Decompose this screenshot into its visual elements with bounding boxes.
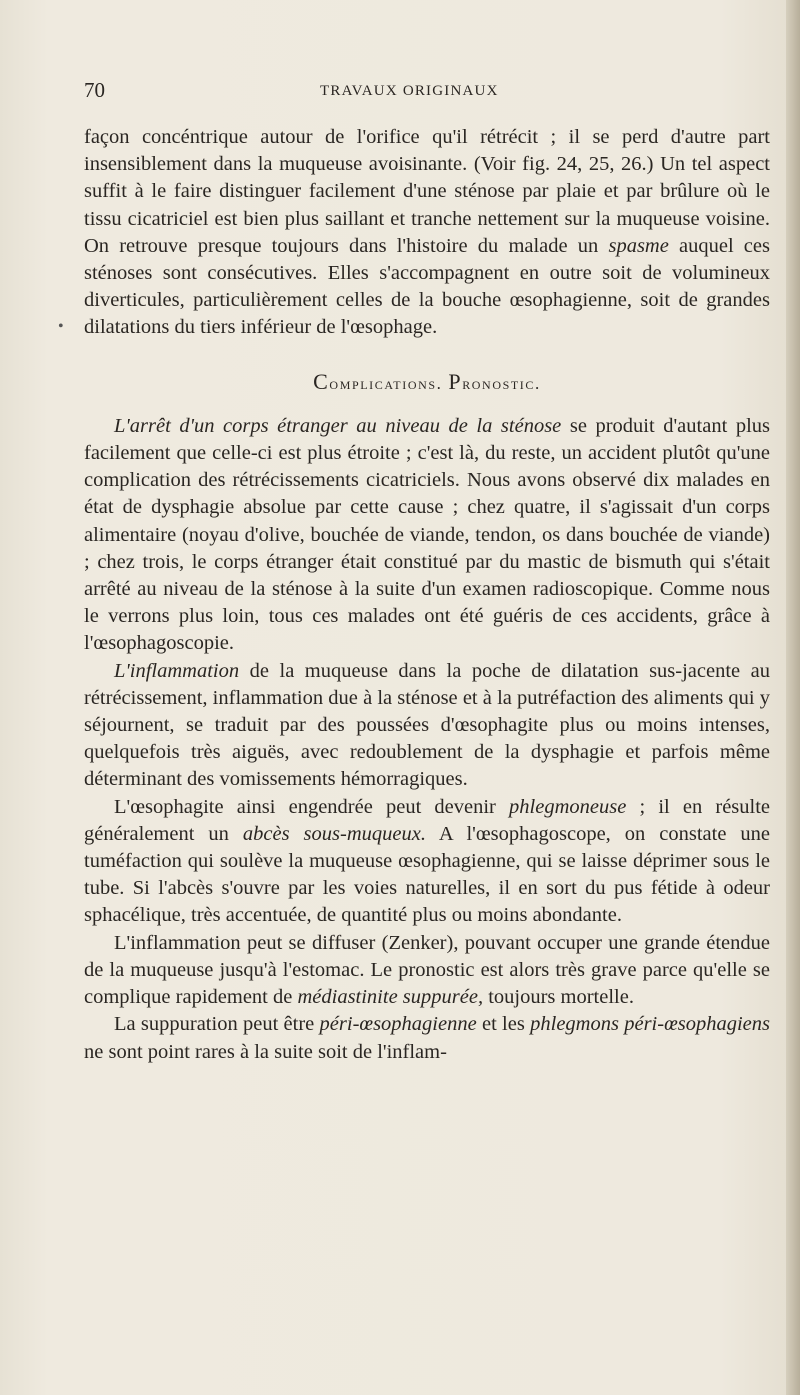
running-title: TRAVAUX ORIGINAUX	[320, 83, 499, 99]
emphasis-inflammation: L'inflammation	[114, 659, 240, 682]
page-number: 70	[84, 78, 105, 102]
emphasis-arret: L'arrêt d'un corps étranger au niveau de la sténose	[114, 414, 562, 437]
page-body	[84, 124, 770, 1066]
section-heading: Complications. Pronostic.	[313, 368, 541, 394]
paragraph-5: L'inflammation peut se diffuser (Zenker), pouvant occuper une grande étendue de la muqueuse jusqu'à l'estomac. Le pronostic est alors très grave parce qu'elle se complique rapidement de médiastinite suppurée, toujours mortelle.	[84, 931, 770, 1009]
paragraph-1: façon concéntrique autour de l'orifice qu'il rétrécit ; il se perd d'autre part insensiblement dans la muqueuse avoisinante. (Voir fig. 24, 25, 26.) Un tel aspect suffit à le faire distinguer facilement d'une sténose par plaie et par brûlure où le tissu cicatriciel est bien plus saillant et tranche nettement sur la muqueuse voisine. On retrouve presque toujours dans l'histoire du malade un spasme auquel ces sténoses sont consécutives. Elles s'accompagnent en outre soit de volumineux diverticules, particulièrement celles de la bouche œsophagienne, soit de grandes dilatations du tiers inférieur de l'œsophage.	[84, 126, 770, 339]
paragraph-6: La suppuration peut être péri-œsophagienne et les phlegmons péri-œsophagiens ne sont point rares à la suite soit de l'inflam-	[84, 1013, 771, 1063]
margin-mark: •	[58, 318, 64, 335]
paragraph-4: L'œsophagite ainsi engendrée peut devenir phlegmoneuse ; il en résulte généralement un abcès sous-muqueux. A l'œsophagoscope, on constate une tuméfaction qui soulève la muqueuse œsophagienne, qui se laisse déprimer sous le tube. Si l'abcès s'ouvre par les voies naturelles, il en sort du pus fétide à odeur sphacélique, très accentuée, de quantité plus ou moins abondante.	[84, 795, 771, 927]
running-header	[84, 78, 772, 106]
page-edge-shadow	[786, 0, 800, 1395]
paragraph-2: L'arrêt d'un corps étranger au niveau de la sténose se produit d'autant plus facilement que celle-ci est plus étroite ; c'est là, du reste, un accident plutôt qu'une complication des rétrécissements cicatriciels. Nous avons observé dix malades en état de dysphagie absolue par cette cause ; chez quatre, il s'agissait d'un corps alimentaire (noyau d'olive, bouchée de viande, tendon, os dans bouchée de viande) ; chez trois, le corps étranger était constitué par du mastic de bismuth qui s'était arrêté au niveau de la sténose à la suite d'un examen radioscopique. Comme nous le verrons plus loin, tous ces malades ont été guéris de ces accidents, grâce à l'œsophagoscopie.	[84, 414, 770, 655]
emphasis-spasme: spasme	[608, 234, 669, 257]
paragraph-3: L'inflammation de la muqueuse dans la poche de dilatation sus-jacente au rétrécissement, inflammation due à la sténose et à la putréfaction des aliments qui y séjournent, se traduit par des poussées d'œsophagite plus ou moins intenses, quelquefois très aiguës, avec redoublement de la dysphagie et parfois même déterminant des vomissements hémorragiques.	[84, 659, 771, 791]
